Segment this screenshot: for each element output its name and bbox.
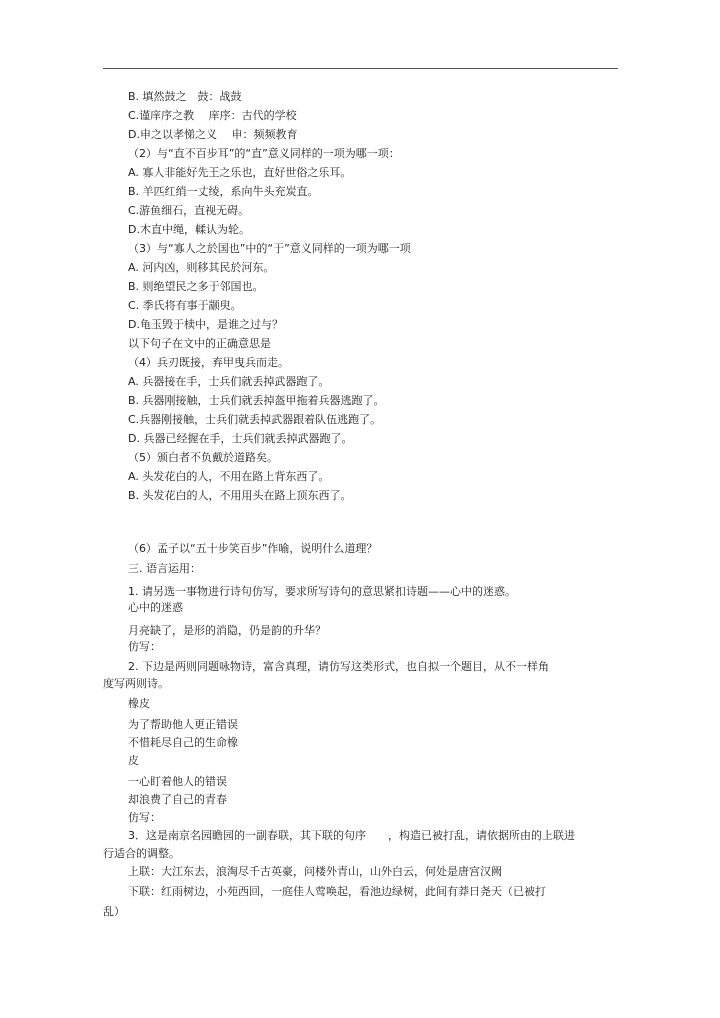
text-line: A. 兵器接在手，士兵们就丢掉武器跑了。 — [128, 375, 330, 388]
text-line: B. 填然鼓之 鼓：战鼓 — [128, 90, 242, 103]
text-line: 月亮缺了，是形的消隐，仍是韵的升华？ — [128, 624, 326, 637]
text-line: C.兵器刚接触，士兵们就丢掉武器跟着队伍逃跑了。 — [128, 413, 382, 426]
text-line: 不惜耗尽自己的生命橡 — [128, 736, 238, 749]
text-line: 以下句子在文中的正确意思是 — [128, 337, 271, 350]
header-rule — [103, 68, 618, 69]
text-line: （2）与“直不百步耳”的“直”意义同样的一项为哪一项： — [128, 147, 400, 160]
text-line: 仿写： — [128, 811, 161, 824]
text-line: （5）颁白者不负戴於道路矣。 — [128, 451, 278, 464]
text-line: 三. 语言运用： — [128, 562, 201, 575]
text-line: D.木直中绳，輮认为轮。 — [128, 223, 250, 236]
text-line: A. 河内凶，则移其民於河东。 — [128, 261, 275, 274]
text-line: 1. 请另选一事物进行诗句仿写，要求所写诗句的意思紧扣诗题——心中的迷惑。 — [128, 585, 516, 598]
text-line: 度写两则诗。 — [103, 677, 169, 690]
text-line: 心中的迷惑 — [128, 601, 183, 614]
text-line: 却浪费了自己的青春 — [128, 793, 227, 806]
text-line: 行适合的调整。 — [103, 847, 180, 860]
text-line: （4）兵刃既接，弃甲曳兵而走。 — [128, 356, 289, 369]
text-line: B. 头发花白的人，不用用头在路上顶东西了。 — [128, 489, 352, 502]
text-line: A. 寡人非能好先王之乐也，直好世俗之乐耳。 — [128, 166, 352, 179]
text-line: 一心盯着他人的错误 — [128, 775, 227, 788]
text-line: 上联：大江东去，浪淘尽千古英豪，问楼外青山，山外白云，何处是唐宫汉阙 — [128, 865, 502, 878]
text-line: （6）孟子以“五十步笑百步”作喻，说明什么道理？ — [128, 542, 378, 555]
text-line: B. 则绝望民之多于邻国也。 — [128, 280, 264, 293]
text-line: B. 兵器刚接触，士兵们就丢掉盔甲拖着兵器逃跑了。 — [128, 394, 385, 407]
text-line: D. 兵器已经握在手，士兵们就丢掉武器跑了。 — [128, 432, 353, 445]
text-line: 2. 下边是两则同题咏物诗，富含真理，请仿写这类形式，也自拟一个题目，从不一样角 — [128, 660, 549, 673]
text-line: B. 羊匹红绡一丈绫，系向牛头充炭直。 — [128, 185, 319, 198]
text-line: C. 季氏将有事于颛臾。 — [128, 299, 242, 312]
text-line: 3．这是南京名园瞻园的一副春联，其下联的句序 ，构造已被打乱，请依据所由的上联进 — [128, 829, 575, 842]
text-line: C.游鱼细石，直视无碍。 — [128, 204, 250, 217]
text-line: D.龟玉毁于椟中，是谁之过与？ — [128, 318, 283, 331]
text-line: 下联：红雨树边，小苑西回，一庭佳人莺唤起，看池边绿树，此间有莽日尧天（已被打 — [128, 885, 546, 898]
text-line: 为了帮助他人更正错误 — [128, 718, 238, 731]
text-line: C.谨庠序之教 庠序：古代的学校 — [128, 109, 297, 122]
text-line: 仿写： — [128, 640, 161, 653]
text-line: （3）与“寡人之於国也”中的“于”意义同样的一项为哪一项 — [128, 242, 411, 255]
text-line: 橡皮 — [128, 697, 150, 710]
text-line: A. 头发花白的人，不用在路上背东西了。 — [128, 470, 330, 483]
text-line: 皮 — [128, 754, 139, 767]
text-line: D.申之以孝悌之义 申：频频教育 — [128, 128, 298, 141]
text-line: 乱） — [103, 905, 125, 918]
